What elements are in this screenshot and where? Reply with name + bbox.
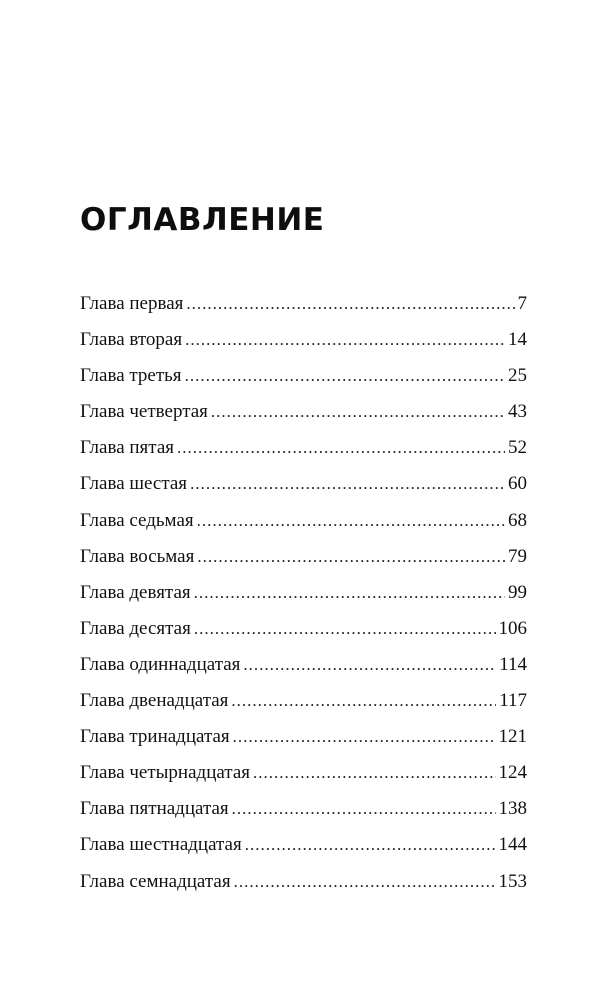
toc-dot-leader <box>186 286 514 322</box>
toc-entry-page-number: 60 <box>508 473 527 495</box>
toc-entry-title: Глава одиннадцатая <box>80 653 241 675</box>
toc-entry <box>80 286 527 322</box>
toc-entry <box>80 864 527 900</box>
toc-entry-page-number: 153 <box>498 870 527 892</box>
toc-list <box>80 286 527 900</box>
toc-entry-title: Глава четвертая <box>80 401 208 423</box>
toc-entry-title: Глава девятая <box>80 581 191 603</box>
toc-dot-leader <box>190 466 505 502</box>
toc-entry <box>80 755 527 791</box>
toc-entry-page-number: 68 <box>508 509 527 531</box>
toc-entry-title: Глава пятнадцатая <box>80 798 229 820</box>
toc-entry-page-number: 7 <box>517 293 527 314</box>
toc-entry-page-number: 52 <box>508 437 527 459</box>
toc-entry-title: Глава шестая <box>80 473 188 495</box>
toc-entry <box>80 539 527 575</box>
toc-dot-leader <box>231 683 496 719</box>
toc-entry <box>80 647 527 683</box>
toc-entry-title: Глава седьмая <box>80 509 194 531</box>
toc-dot-leader <box>234 864 496 900</box>
toc-entry-title: Глава семнадцатая <box>80 870 231 892</box>
toc-entry-page-number: 43 <box>508 401 527 423</box>
toc-entry-page-number: 121 <box>498 726 527 748</box>
toc-entry <box>80 322 527 358</box>
toc-heading: ОГЛАВЛЕНИЕ <box>80 202 325 238</box>
toc-entry-title: Глава первая <box>80 293 184 314</box>
toc-entry <box>80 394 527 430</box>
toc-entry <box>80 503 527 539</box>
toc-entry <box>80 358 527 394</box>
toc-entry <box>80 827 527 863</box>
toc-dot-leader <box>243 647 496 683</box>
toc-entry <box>80 611 527 647</box>
toc-dot-leader <box>211 394 505 430</box>
toc-dot-leader <box>177 430 505 466</box>
toc-dot-leader <box>197 539 505 575</box>
toc-dot-leader <box>232 791 496 827</box>
toc-entry-page-number: 124 <box>498 762 527 784</box>
toc-entry-page-number: 138 <box>498 798 527 820</box>
toc-entry-page-number: 144 <box>498 834 527 856</box>
toc-entry-title: Глава тринадцатая <box>80 726 230 748</box>
toc-entry-page-number: 114 <box>499 653 527 675</box>
toc-entry <box>80 683 527 719</box>
toc-dot-leader <box>185 358 505 394</box>
toc-dot-leader <box>197 503 505 539</box>
toc-entry-page-number: 117 <box>499 690 527 712</box>
toc-dot-leader <box>185 322 505 358</box>
toc-entry <box>80 466 527 502</box>
toc-entry-title: Глава пятая <box>80 437 174 459</box>
toc-entry <box>80 719 527 755</box>
toc-entry-title: Глава шестнадцатая <box>80 834 242 856</box>
toc-entry <box>80 430 527 466</box>
toc-dot-leader <box>233 719 496 755</box>
toc-entry-page-number: 14 <box>508 329 527 351</box>
toc-entry-title: Глава десятая <box>80 617 191 639</box>
toc-entry-page-number: 106 <box>498 617 527 639</box>
toc-entry <box>80 575 527 611</box>
toc-dot-leader <box>253 755 495 791</box>
toc-dot-leader <box>245 827 496 863</box>
toc-dot-leader <box>194 575 505 611</box>
toc-entry-page-number: 25 <box>508 365 527 387</box>
toc-entry-title: Глава двенадцатая <box>80 690 229 712</box>
toc-entry-title: Глава восьмая <box>80 545 195 567</box>
toc-entry-page-number: 79 <box>508 545 527 567</box>
toc-entry-title: Глава третья <box>80 365 182 387</box>
toc-dot-leader <box>194 611 496 647</box>
toc-entry-title: Глава вторая <box>80 329 183 351</box>
toc-entry-page-number: 99 <box>508 581 527 603</box>
toc-entry-title: Глава четырнадцатая <box>80 762 251 784</box>
toc-entry <box>80 791 527 827</box>
